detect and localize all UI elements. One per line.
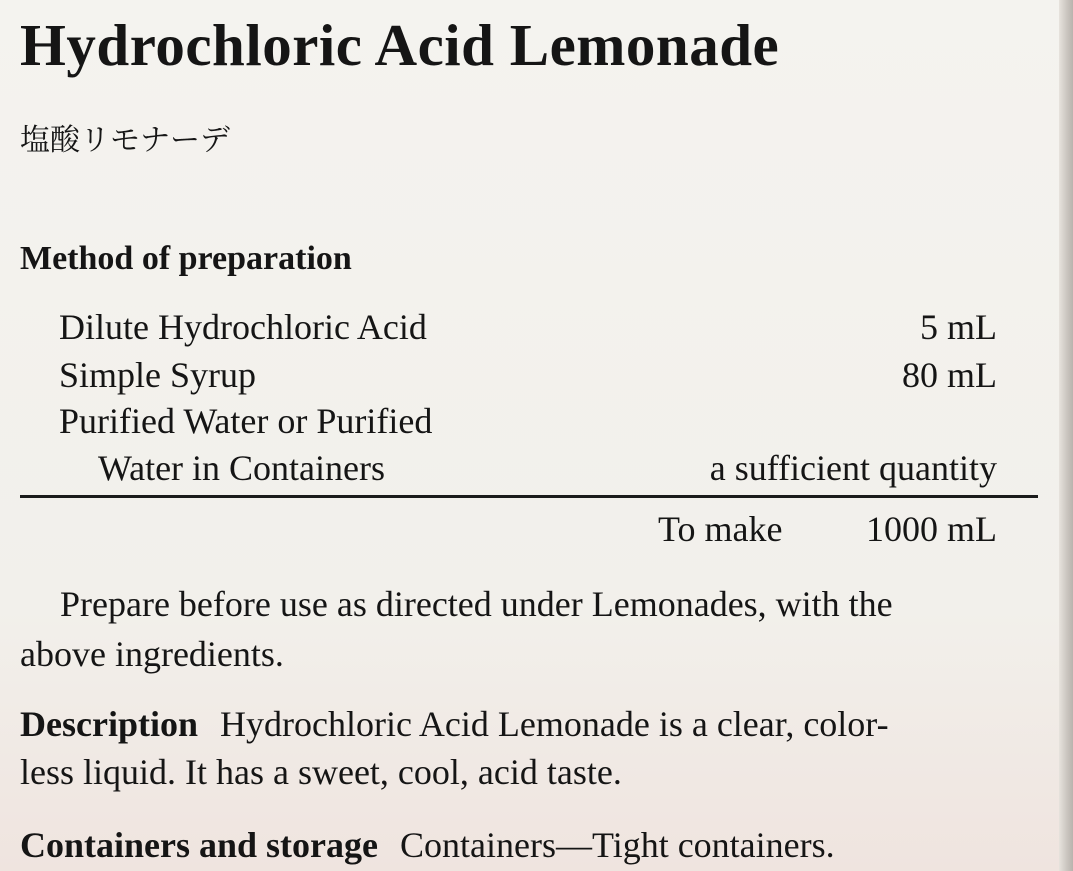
ingredient-name-line-2: Water in Containers [98, 448, 386, 488]
ingredient-amount: a sufficient quantity [709, 448, 997, 488]
ingredient-name: Simple Syrup [59, 355, 257, 395]
monograph-title: Hydrochloric Acid Lemonade [20, 12, 780, 78]
description-heading: Description [20, 704, 198, 744]
total-label: To make [658, 509, 783, 549]
preparation-line-1: Prepare before use as directed under Lemonades, with the [60, 584, 893, 624]
method-heading: Method of preparation [20, 240, 352, 277]
storage-line [20, 823, 835, 867]
total-value: 1000 mL [866, 509, 997, 549]
description-line-2: less liquid. It has a sweet, cool, acid taste. [20, 752, 622, 792]
storage-heading: Containers and storage [20, 825, 378, 865]
ingredient-name-line-1: Purified Water or Purified [59, 401, 433, 441]
description-text-line-1: Hydrochloric Acid Lemonade is a clear, color- [219, 704, 889, 744]
ingredient-name: Dilute Hydrochloric Acid [59, 307, 427, 347]
ingredient-amount: 80 mL [902, 355, 997, 395]
ingredient-amount: 5 mL [920, 307, 997, 347]
total-divider-rule [20, 495, 1038, 498]
description-line-1 [20, 702, 889, 746]
storage-text: Containers—Tight containers. [400, 825, 835, 865]
preparation-line-2: above ingredients. [20, 634, 284, 674]
japanese-title: 塩酸リモナーデ [20, 123, 230, 158]
page-edge-shadow [1059, 0, 1073, 871]
